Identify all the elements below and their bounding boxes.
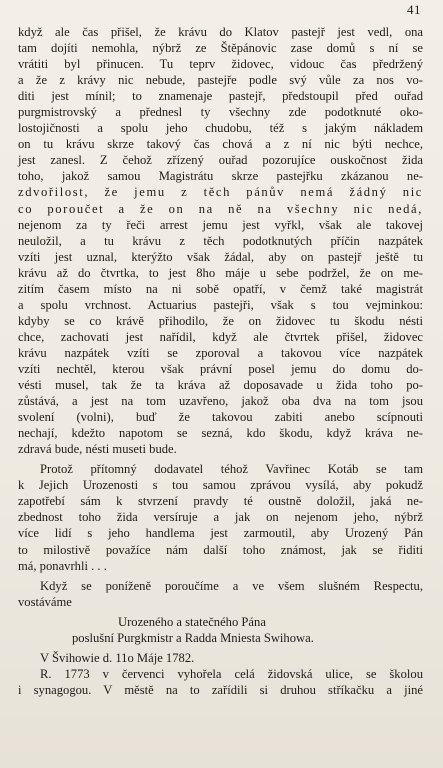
text-line: jest zanesl. Z čehož zřízený ouřad pozorujíce ouskočnost žida (18, 153, 423, 168)
text-line: zitím časem místo na ni sobě opatří, v čemž také magistrát (18, 281, 423, 296)
text-line: má, ponavrhli . . . (18, 558, 107, 573)
text-line-paragraph-start: R. 1773 v červenci vyhořela celá židovská ulice, se školou (40, 666, 423, 681)
text-line: vzíti nechtěl, kterou však právní posel jemu do domu do- (18, 361, 423, 376)
text-line-spaced: zdvořilost, že jemu z těch pánův nemá žádný nic (18, 185, 423, 200)
text-line: nechají, kdežto napotom se sezná, kdo škodu, když kráva ne- (18, 426, 423, 441)
signature-salutation: Urozeného a statečného Pána (118, 614, 266, 629)
text-line: kdyby se co krávě přihodilo, že on židovec tu škodu nésti (18, 313, 423, 328)
text-line: toho, jakož samou Magistrátu skrze pastejřku zkázanou ne- (18, 169, 423, 184)
text-line-spaced: co poroučet a že on na ně na všechny nic nedá, (18, 201, 423, 216)
text-line: chce, zachovati jest nařídil, když ale čtvrtek přišel, židovec (18, 329, 423, 344)
signature-signatories: poslušní Purgkmistr a Radda Mniesta Swihowa. (72, 630, 314, 645)
text-line: svolení (volni), buď že takovou zabiti anebo scípnouti (18, 410, 423, 425)
text-line: když ale čas přišel, že krávu do Klatov pastejř jest vedl, ona (18, 25, 423, 39)
page-body-text (18, 24, 423, 698)
text-line: to milostivě považíce nám další toho známost, jak se řiditi (18, 542, 423, 557)
text-line: i synagogou. V městě na to zařídili si druhou stříkačku a jiné (18, 682, 423, 697)
text-line: lostojičnosti a spolu jeho chudobu, též s jakým nákladem (18, 121, 423, 136)
text-line: vzíti jest uznal, kterýžto však žádal, aby on pastejř ještě tu (18, 249, 423, 264)
text-line: zdravá bude, nésti museti bude. (18, 442, 177, 457)
text-line: k Jejich Urozenosti s tou samou zprávou vysílá, aby pokudž (18, 478, 423, 493)
text-line: zůstává, a jest na tom uzavřeno, jakož oba dva na tom jsou (18, 394, 423, 409)
text-line: krávu nazpátek vzíti se zporoval a takovou více nazpátek (18, 345, 423, 360)
text-line-paragraph-start: Když se poníženě poroučíme a ve všem slušném Respectu, (40, 578, 423, 593)
text-line: on tu krávu skrze takový čas chová a z ní nic býti nechce, (18, 137, 423, 152)
text-line: vésti musel, tak že ta kráva až doposavade u žida toho po- (18, 378, 423, 393)
text-line: purgmistrovský a přednesl ty všechny zde podotknuté oko- (18, 105, 423, 120)
text-line: a spolu vrchnost. Actuarius pastejři, však s tou vejminkou: (18, 297, 423, 312)
text-line-paragraph-start: Protož přítomný dodavatel téhož Vavřinec Kotáb se tam (40, 462, 423, 477)
text-line: nejenom za ty řeči arrest jemu jest vyřkl, však ale takovej (18, 217, 423, 232)
text-line: zbednost toho žida versíruje a jak on nejenom jeho, nýbrž (18, 510, 423, 525)
page-number: 41 (407, 2, 421, 17)
text-line: více lidí s jeho handlema jest zarmoutil, aby Urozený Pán (18, 526, 423, 541)
text-line: krávu až do čtvrtka, to jest 8ho máje u sebe podržel, že on me- (18, 265, 423, 280)
text-line: tam dojíti nemohla, nýbrž ze Štěpánovic zase domů s ní se (18, 41, 423, 56)
text-line: vostáváme (18, 594, 72, 609)
text-line: a že z krávy nic nebude, pastejře podle svý vůle za nos vo- (18, 73, 423, 88)
text-line: diti jest mínil; to znamenaje pastejř, předstoupil před ouřad (18, 89, 423, 104)
dateline: V Švihowie d. 11o Máje 1782. (40, 650, 195, 665)
text-line: neuložil, a tu krávu z těch podotknutých příčin nazpátek (18, 233, 423, 248)
text-line: vrátiti byl přinucen. Tu teprv židovec, vidouc čas předržený (18, 57, 423, 72)
text-line: zapotřebí sám k stvrzení pravdy té oustně doložil, jaká ne- (18, 494, 423, 509)
